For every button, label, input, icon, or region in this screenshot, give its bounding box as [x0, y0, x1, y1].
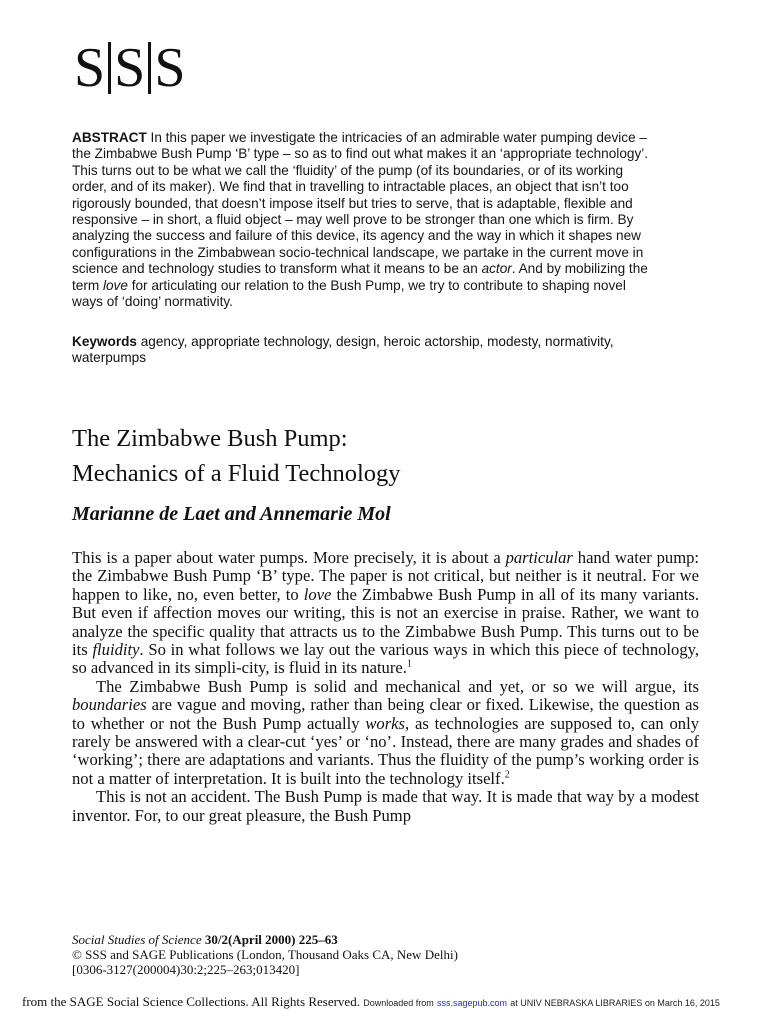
abstract-label: ABSTRACT	[72, 130, 147, 145]
body-text: hand water pump: the Zimbabwe Bush Pump ‘B’ type. The paper is not critical, but neither is it neutral. For we happen to like, no, even better, to	[72, 548, 700, 604]
copyright-line: © SSS and SAGE Publications (London, Thousand Oaks CA, New Delhi)	[72, 947, 458, 962]
abstract-text: . And by mobilizing the term	[72, 261, 648, 293]
abstract	[72, 130, 652, 310]
body-text: the Zimbabwe Bush Pump in all of its many variants. But even if affection moves our writing, this is not an exercise in praise. Rather, we want to analyze the specific quality that attracts us to the Zimbabwe Bush Pump. This turns out to be its	[72, 584, 700, 660]
body-emphasis: love	[303, 584, 332, 604]
download-details: at UNIV NEBRASKA LIBRARIES on March 16, 2015	[510, 998, 720, 1008]
body-emphasis: particular	[505, 548, 573, 567]
abstract-emphasis: actor	[481, 261, 512, 277]
article-subtitle: Mechanics of a Fluid Technology	[72, 460, 401, 487]
article-ids: [0306-3127(200004)30:2;225–263;013420]	[72, 962, 300, 977]
body-text: This is a paper about water pumps. More precisely, it is about a	[72, 548, 501, 567]
logo-letter-2: S	[114, 37, 146, 99]
body-text: , as technologies are supposed to, can only rarely be answered with a clear-cut ‘yes’ or ‘no’. Instead, there are many grades and shades of ‘working’; there are adaptations and variants. Thus the fluidity of the pump’s working order is not a matter of interpretation. It is built into the technology itself.	[72, 713, 699, 788]
keywords-label: Keywords	[72, 334, 137, 349]
article-body	[72, 549, 699, 825]
paragraph-2	[72, 678, 699, 788]
downloaded-from: Downloaded from	[363, 998, 434, 1008]
body-text: are vague and moving, rather than being clear or fixed. Likewise, the question as to whether or not the Bush Pump actually	[72, 695, 699, 733]
footnote-ref[interactable]: 2	[504, 769, 510, 781]
abstract-text: for articulating our relation to the Bush Pump, we try to contribute to shaping novel ways of ‘doing’ normativity.	[72, 277, 626, 310]
logo-letter-1: S	[74, 37, 106, 99]
citation-line	[72, 932, 672, 947]
download-notice	[22, 994, 762, 1011]
paragraph-3: This is not an accident. The Bush Pump is made that way. It is made that way by a modest inventor. For, to our great pleasure, the Bush Pump	[72, 787, 699, 825]
paragraph-1	[72, 549, 699, 678]
journal-name: Social Studies of Science	[72, 932, 202, 947]
article-authors: Marianne de Laet and Annemarie Mol	[72, 503, 391, 525]
site-link[interactable]: sss.sagepub.com	[437, 998, 508, 1008]
body-text: The Zimbabwe Bush Pump is solid and mechanical and yet, or so we will argue, its	[96, 676, 699, 696]
citation-volume: 30/2(April 2000) 225–63	[204, 932, 338, 947]
keywords	[72, 334, 652, 367]
collection-notice: from the SAGE Social Science Collections. All Rights Reserved.	[22, 994, 360, 1009]
body-emphasis: works	[365, 713, 406, 733]
body-text: . So in what follows we lay out the various ways in which this piece of technology, so advanced in its simpli-city, is fluid in its nature.	[72, 640, 699, 678]
keywords-text: agency, appropriate technology, design, heroic actorship, modesty, normativity, waterpumps	[72, 334, 614, 366]
body-emphasis: fluidity	[92, 640, 140, 660]
article-title: The Zimbabwe Bush Pump:	[72, 425, 348, 452]
citation-footer	[72, 932, 672, 977]
journal-logo	[74, 37, 186, 99]
footnote-ref[interactable]: 1	[406, 658, 412, 670]
body-emphasis: boundaries	[72, 695, 147, 715]
abstract-emphasis: love	[102, 277, 128, 293]
abstract-text: In this paper we investigate the intricacies of an admirable water pumping device – the Zimbabwe Bush Pump ‘B’ type – so as to find out what makes it an ‘appropriate technology’. This turns out to be what we call the ‘fluidity’ of the pump (of its boundaries, or of its working order, and of its maker). We find that in travelling to intractable places, an object that isn’t too rigorously bounded, that doesn’t impose itself but tries to serve, that is adaptable, flexible and responsive – in short, a fluid object – may well prove to be stronger than one which is firm. By analyzing the success and failure of this device, its agency and the way in which it shapes new configurations in the Zimbabwean socio-technical landscape, we partake in the current move in science and technology studies to transform what it means to be an	[72, 130, 649, 277]
logo-letter-3: S	[154, 37, 186, 99]
